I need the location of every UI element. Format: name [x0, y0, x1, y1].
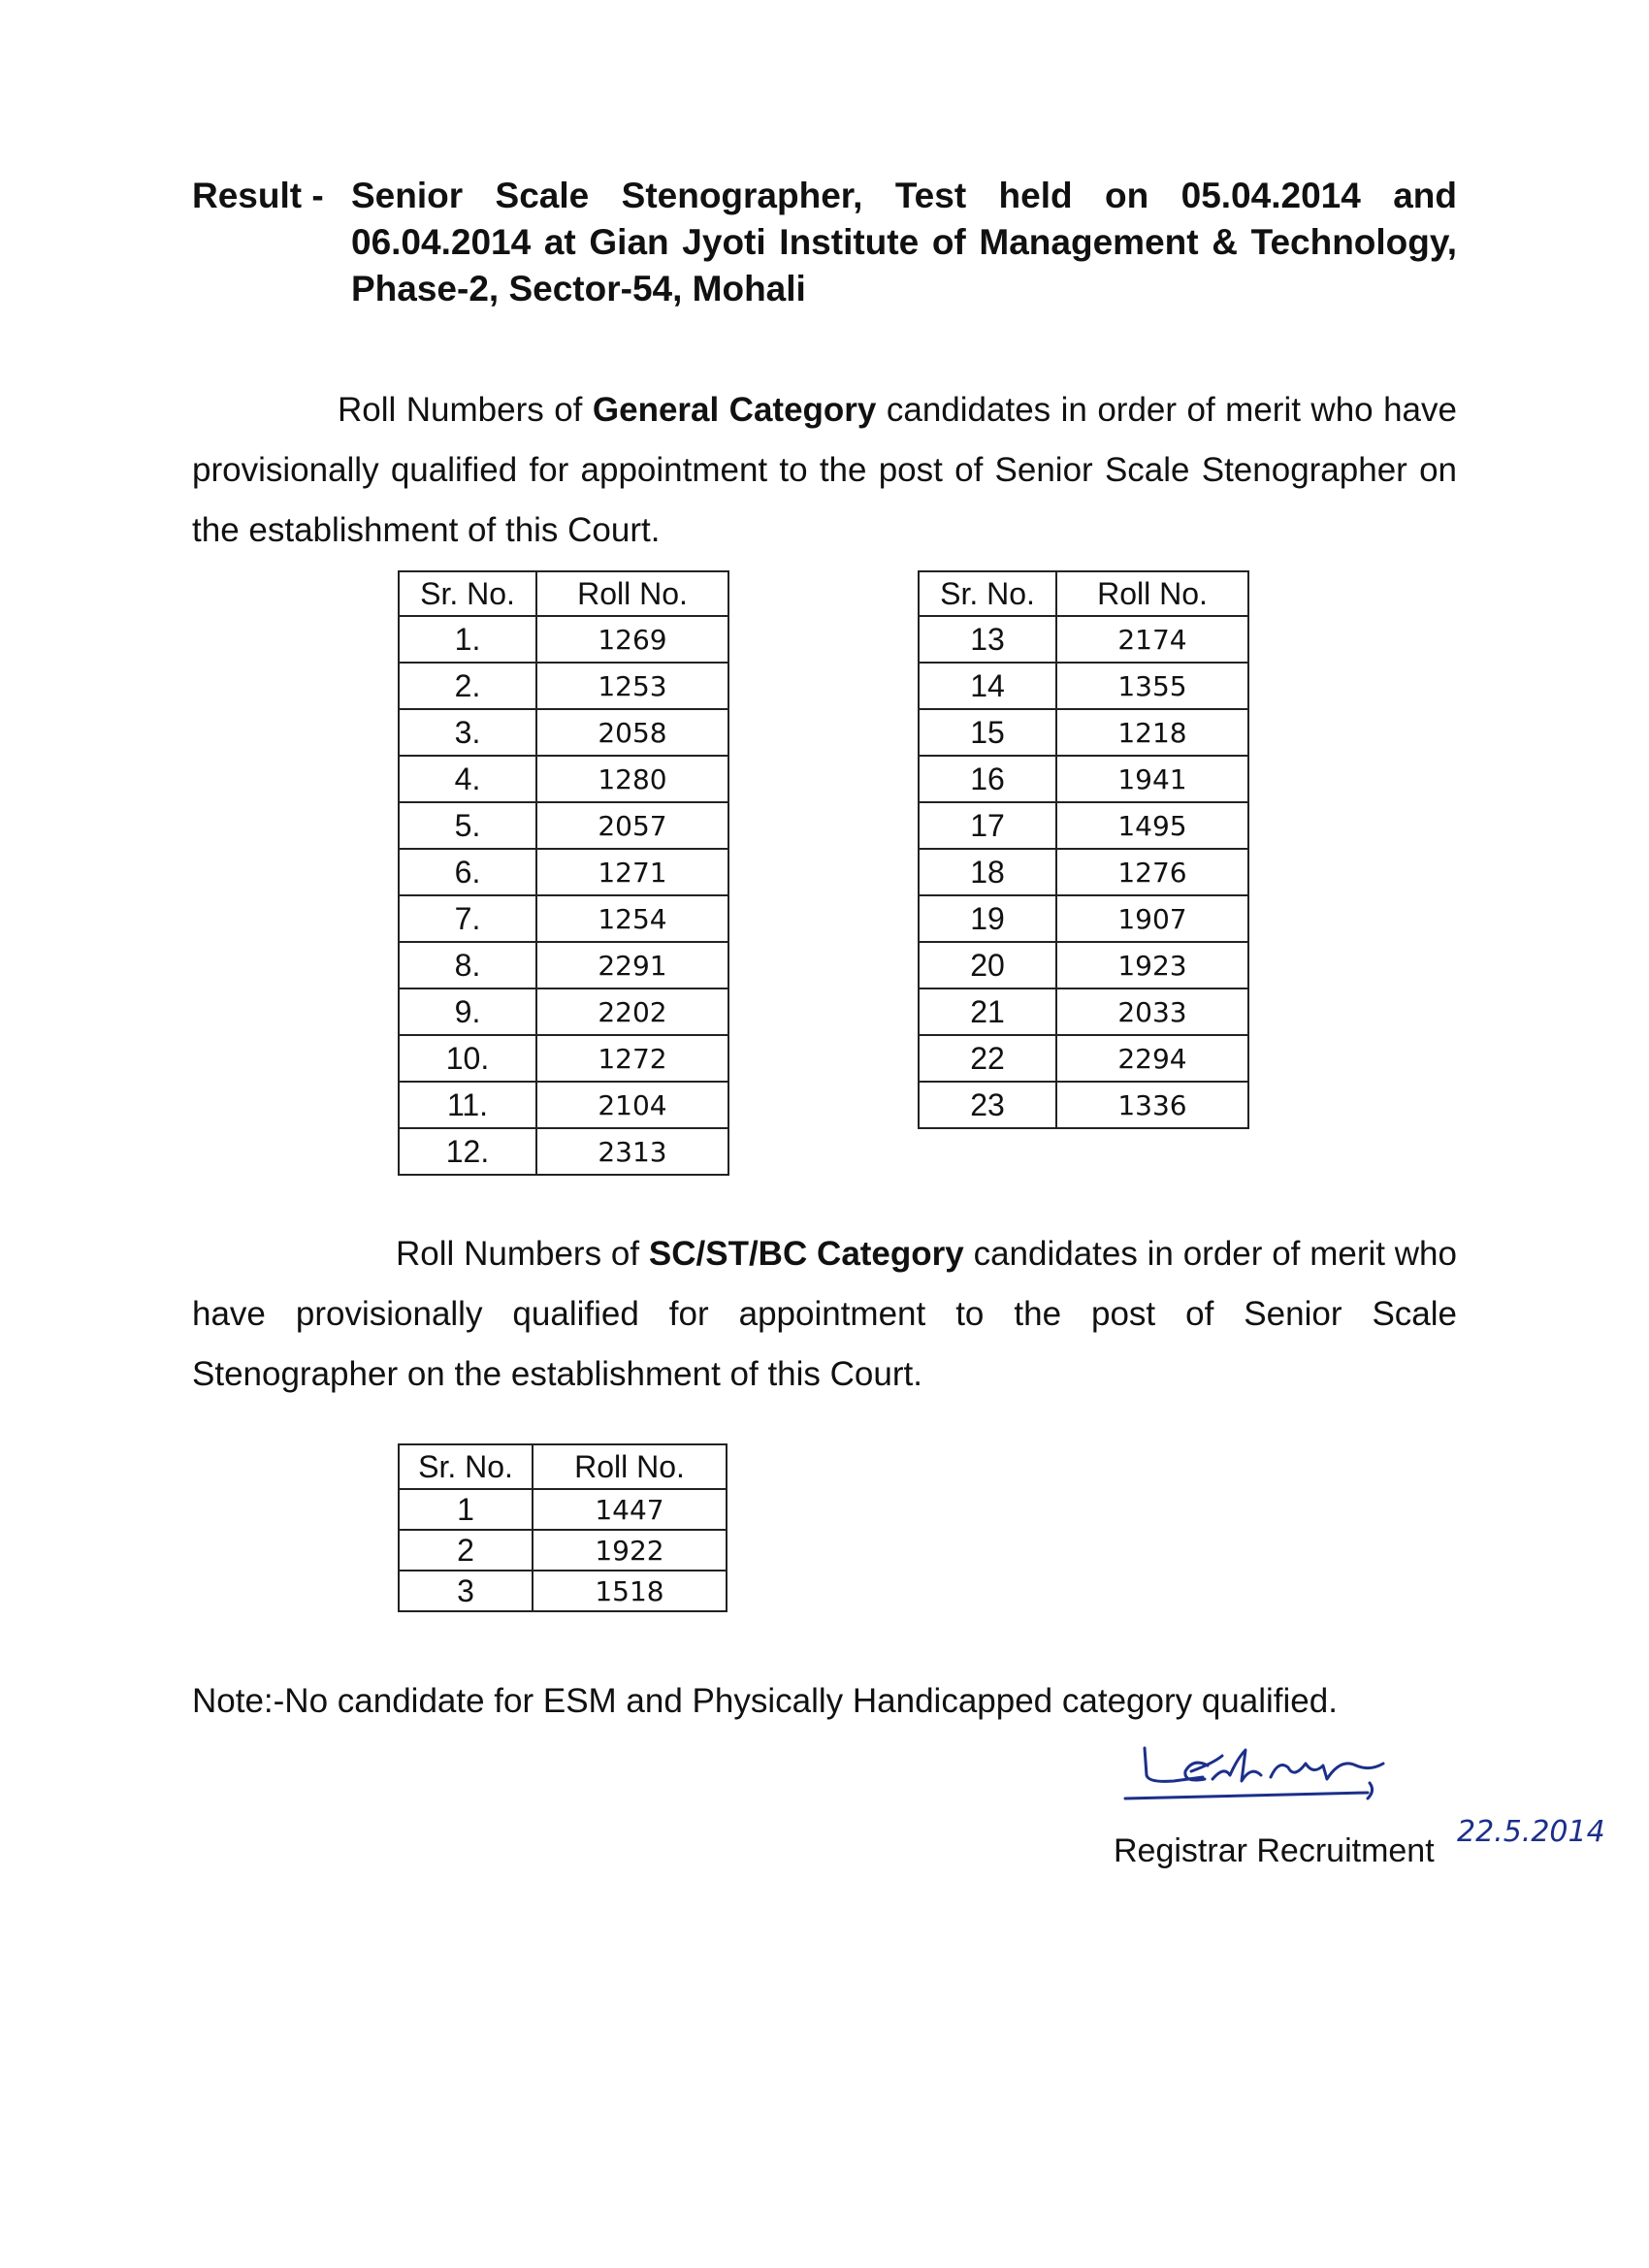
- roll-no-cell: 2057: [536, 802, 728, 849]
- sr-no-cell: 20: [919, 942, 1056, 988]
- roll-no-cell: 2313: [536, 1128, 728, 1175]
- roll-no-cell: 1923: [1056, 942, 1248, 988]
- sr-no-cell: 21: [919, 988, 1056, 1035]
- sr-no-cell: 22: [919, 1035, 1056, 1082]
- sr-no-cell: 12.: [399, 1128, 536, 1175]
- roll-no-cell: 2104: [536, 1082, 728, 1128]
- roll-no-cell: 1280: [536, 756, 728, 802]
- sr-no-cell: 14: [919, 663, 1056, 709]
- sr-no-cell: 15: [919, 709, 1056, 756]
- col-roll-header: Roll No.: [536, 571, 728, 616]
- table-row: [399, 1571, 727, 1611]
- roll-no-cell: 1276: [1056, 849, 1248, 895]
- table-row: [399, 616, 728, 663]
- sr-no-cell: 11.: [399, 1082, 536, 1128]
- col-sr-header: Sr. No.: [399, 571, 536, 616]
- roll-no-cell: 2291: [536, 942, 728, 988]
- sr-no-cell: 2: [399, 1530, 533, 1571]
- general-table-right: [918, 570, 1249, 1129]
- roll-no-cell: 2033: [1056, 988, 1248, 1035]
- sr-no-cell: 4.: [399, 756, 536, 802]
- roll-no-cell: 1271: [536, 849, 728, 895]
- sr-no-cell: 9.: [399, 988, 536, 1035]
- roll-no-cell: 2202: [536, 988, 728, 1035]
- col-sr-header: Sr. No.: [399, 1444, 533, 1489]
- table-row: [399, 709, 728, 756]
- table-row: [919, 802, 1248, 849]
- roll-no-cell: 1355: [1056, 663, 1248, 709]
- sr-no-cell: 10.: [399, 1035, 536, 1082]
- col-roll-header: Roll No.: [533, 1444, 727, 1489]
- table-row: [399, 1489, 727, 1530]
- sr-no-cell: 18: [919, 849, 1056, 895]
- roll-no-cell: 1272: [536, 1035, 728, 1082]
- table-row: [919, 849, 1248, 895]
- table-row: [919, 1082, 1248, 1128]
- reserved-table: [398, 1443, 728, 1612]
- roll-no-cell: 1218: [1056, 709, 1248, 756]
- heading-text: Senior Scale Stenographer, Test held on 05.04.2014 and 06.04.2014 at Gian Jyoti Institute of Management & Technology, Phase-2, Sector-54, Mohali: [351, 176, 1457, 308]
- reserved-intro: [192, 1224, 1457, 1405]
- roll-no-cell: 1495: [1056, 802, 1248, 849]
- general-intro-before: Roll Numbers of: [338, 391, 583, 429]
- sr-no-cell: 17: [919, 802, 1056, 849]
- general-table-left: [398, 570, 729, 1176]
- table-row: [919, 756, 1248, 802]
- table-row: [919, 616, 1248, 663]
- note-text: Note:-No candidate for ESM and Physically Handicapped category qualified.: [192, 1682, 1338, 1720]
- reserved-category-label: SC/ST/BC Category: [648, 1235, 964, 1273]
- heading-label: Result -: [192, 176, 324, 215]
- roll-no-cell: 1447: [533, 1489, 727, 1530]
- table-row: [399, 756, 728, 802]
- general-intro: [192, 380, 1457, 561]
- table-row: [399, 1530, 727, 1571]
- sr-no-cell: 5.: [399, 802, 536, 849]
- general-category-label: General Category: [592, 391, 877, 429]
- reserved-intro-before: Roll Numbers of: [396, 1235, 640, 1273]
- sr-no-cell: 3: [399, 1571, 533, 1611]
- roll-no-cell: 1336: [1056, 1082, 1248, 1128]
- roll-no-cell: 2058: [536, 709, 728, 756]
- table-row: [919, 895, 1248, 942]
- sr-no-cell: 2.: [399, 663, 536, 709]
- roll-no-cell: 1269: [536, 616, 728, 663]
- col-roll-header: Roll No.: [1056, 571, 1248, 616]
- sr-no-cell: 6.: [399, 849, 536, 895]
- table-row: [919, 942, 1248, 988]
- roll-no-cell: 1518: [533, 1571, 727, 1611]
- sr-no-cell: 23: [919, 1082, 1056, 1128]
- roll-no-cell: 1922: [533, 1530, 727, 1571]
- sr-no-cell: 19: [919, 895, 1056, 942]
- sr-no-cell: 1.: [399, 616, 536, 663]
- sr-no-cell: 8.: [399, 942, 536, 988]
- table-row: [399, 988, 728, 1035]
- signatory-title: Registrar Recruitment: [1114, 1832, 1435, 1869]
- sr-no-cell: 1: [399, 1489, 533, 1530]
- roll-no-cell: 1907: [1056, 895, 1248, 942]
- table-row: [399, 1128, 728, 1175]
- reserved-intro-after: candidates in order of merit who have provisionally qualified for appointment to the post of Senior Scale Stenographer on the establishment of this Court.: [192, 1235, 1457, 1393]
- general-intro-after: candidates in order of merit who have provisionally qualified for appointment to the post of Senior Scale Stenographer on the establishment of this Court.: [192, 391, 1457, 549]
- roll-no-cell: 1253: [536, 663, 728, 709]
- table-row: [399, 1035, 728, 1082]
- table-row: [919, 988, 1248, 1035]
- roll-no-cell: 2174: [1056, 616, 1248, 663]
- signature-date: 22.5.2014: [1457, 1815, 1605, 1849]
- table-row: [399, 1082, 728, 1128]
- roll-no-cell: 2294: [1056, 1035, 1248, 1082]
- sr-no-cell: 13: [919, 616, 1056, 663]
- table-row: [399, 895, 728, 942]
- table-row: [919, 663, 1248, 709]
- sr-no-cell: 16: [919, 756, 1056, 802]
- sr-no-cell: 7.: [399, 895, 536, 942]
- col-sr-header: Sr. No.: [919, 571, 1056, 616]
- table-row: [399, 663, 728, 709]
- table-row: [919, 1035, 1248, 1082]
- sr-no-cell: 3.: [399, 709, 536, 756]
- table-row: [399, 849, 728, 895]
- roll-no-cell: 1254: [536, 895, 728, 942]
- roll-no-cell: 1941: [1056, 756, 1248, 802]
- table-row: [399, 802, 728, 849]
- table-row: [919, 709, 1248, 756]
- table-row: [399, 942, 728, 988]
